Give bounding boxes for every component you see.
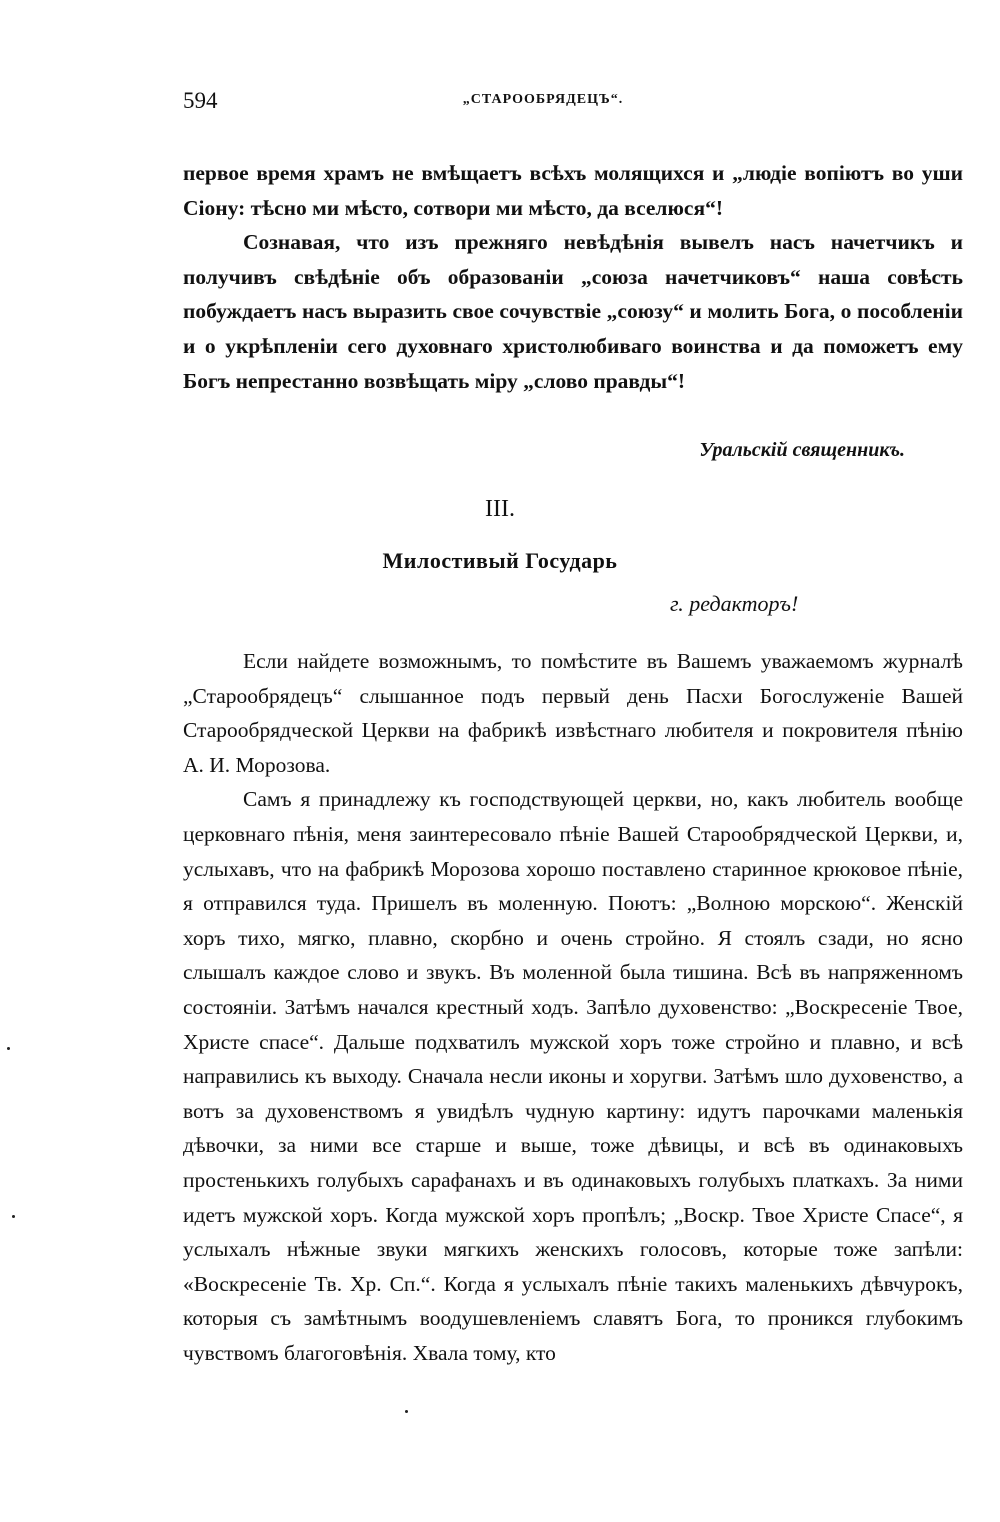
- section-numeral: III.: [485, 496, 515, 522]
- paragraph-request: Если найдете возможнымъ, то помѣстите въ Вашемъ уважаемомъ журналѣ „Старообрядецъ“ слышанное подъ первый день Пасхи Богослуженіе Вашей Старообрядческой Церкви на фабрикѣ извѣстнаго любителя и покровителя пѣнію А. И. Морозова.: [183, 649, 963, 777]
- page-number: 594: [183, 88, 218, 113]
- paragraph-account: Самъ я принадлежу къ господствующей церкви, но, какъ любитель вообще церковнаго пѣнія, меня заинтересовало пѣніе Вашей Старообрядческой Церкви, и, услыхавъ, что на фабрикѣ Морозова хорошо поставлено старинное крюковое пѣніе, я отправился туда. Пришелъ въ моленную. Поютъ: „Волною морскою“. Женскій хоръ тихо, мягко, плавно, скорбно и очень стройно. Я стоялъ сзади, но ясно слышалъ каждое слово и звукъ. Въ моленной была тишина. Всѣ въ напряженномъ состояніи. Затѣмъ начался крестный ходъ. Запѣло духовенство: „Воскресеніе Твое, Христе спасе“. Дальше подхватилъ мужской хоръ тоже стройно и плавно, и всѣ направились къ выходу. Сначала несли иконы и хоругви. Затѣмъ шло духовенство, а вотъ за духовенствомъ я увидѣлъ чудную картину: идутъ парочками маленькія дѣвочки, за ними все старше и выше, тоже дѣвицы, и всѣ въ одинаковыхъ простенькихъ голубыхъ сарафанахъ и въ одинаковыхъ голубыхъ платкахъ. За ними идетъ мужской хоръ. Когда мужской хоръ пропѣлъ; „Воскр. Твое Христе Спасе“, я услыхалъ нѣжные звуки мягкихъ женскихъ голосовъ, которые тоже запѣли: «Воскресеніе Тв. Хр. Сп.“. Когда я услыхалъ пѣніе такихъ маленькихъ дѣвчурокъ, которыя съ замѣтнымъ воодушевленіемъ славятъ Бога, то проникся глубокимъ чувствомъ благоговѣнія. Хвала тому, кто: [183, 787, 963, 1365]
- paragraph-continuation: первое время храмъ не вмѣщаетъ всѣхъ молящихся и „людіе вопіютъ во уши Сіону: тѣсно ми мѣсто, сотвори ми мѣсто, да вселюся“!: [183, 161, 963, 220]
- scan-speck: [12, 1215, 15, 1218]
- signature: Уральскій священникъ.: [699, 439, 905, 461]
- scan-speck: [7, 1047, 10, 1050]
- letter-body: [183, 644, 963, 1370]
- salutation-heading: Милостивый Государь: [382, 548, 618, 573]
- paragraph-consciousness: Сознавая, что изъ прежняго невѣдѣнія вывелъ насъ начетчикъ и получивъ свѣдѣніе объ образованіи „союза начетчиковъ“ наша совѣсть побуждаетъ насъ выразить свое сочувствіе „союзу“ и молить Бога, о пособленіи и о укрѣпленіи сего духовнаго христолюбиваго воинства и да поможетъ ему Богъ непрестанно возвѣщать міру „слово правды“!: [183, 230, 963, 393]
- running-title: „СТАРООБРЯДЕЦЪ“.: [462, 92, 624, 107]
- salutation-addressee: г. редакторъ!: [670, 591, 799, 616]
- scan-speck: [405, 1410, 408, 1413]
- page-header: [183, 88, 963, 122]
- letter-ending: [183, 156, 963, 398]
